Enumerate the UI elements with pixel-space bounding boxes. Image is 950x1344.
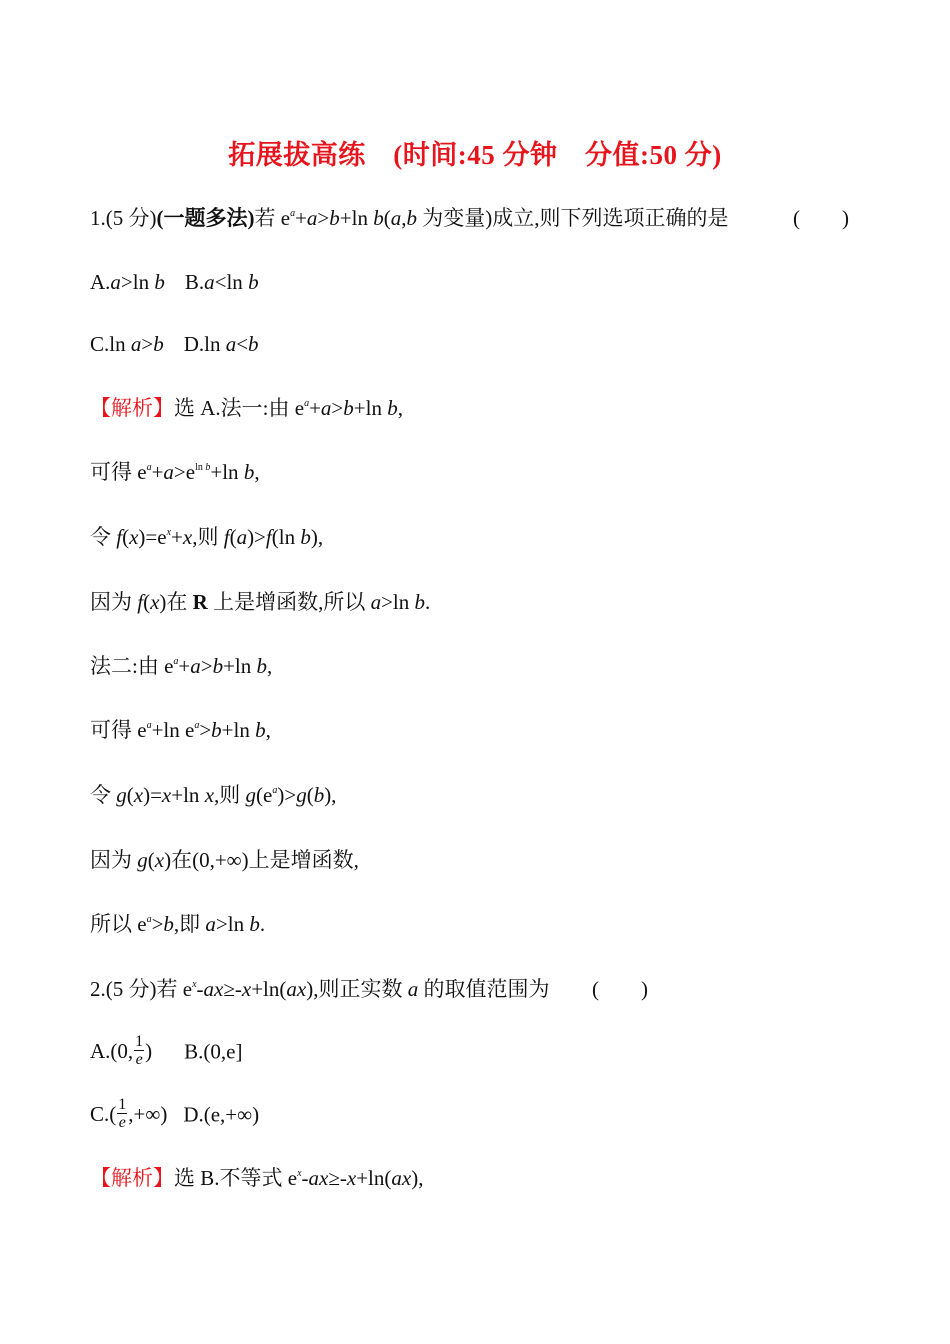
option-c: C.( $\frac{1}{e}$ ,+∞)	[90, 1096, 168, 1131]
question-2-options-row-1	[90, 1033, 243, 1071]
question-1-method-tag: (一题多法)	[156, 206, 255, 230]
option-c: C.ln a>b	[90, 332, 164, 356]
analysis-line-5: 法二:由 $e^a+a>b+\ln$ b,	[90, 654, 273, 678]
analysis-tag: 【解析】	[90, 396, 174, 420]
fraction-1-over-e: $\frac{1}{e}$	[118, 1096, 127, 1131]
fraction-1-over-e: $\frac{1}{e}$	[135, 1033, 144, 1068]
question-1-number: 1.(5 分)	[90, 206, 157, 230]
analysis-tag: 【解析】	[90, 1166, 174, 1190]
page-title: 拓展拔高练 (时间:45 分钟 分值:50 分)	[228, 140, 722, 170]
analysis-line-6: 可得 $e^a+\ln$ $e^a>b+\ln$ b,	[90, 718, 271, 742]
analysis-line-9: 所以 $e^a>b$,即 a>ln b.	[90, 912, 266, 936]
analysis-line-1: 【解析】选 A.法一:由 $e^a+a>b+\ln$ b,	[90, 396, 403, 420]
option-d: D.ln a<b	[183, 332, 259, 356]
question-2-answer-blank: ( )	[592, 977, 648, 1001]
question-1-stem: 1.(5 分)(一题多法)若 $e^a+a>b+\ln$ b(a,b 为变量)成立,则下列选项正确的是	[90, 206, 729, 230]
question-2-number: 2.(5 分)	[90, 977, 157, 1001]
question-2-options-row-2	[90, 1096, 260, 1134]
option-d: D.(e,+∞)	[183, 1102, 260, 1127]
analysis-line-3: 令 $f(x)=e^x+x$,则 f(a)>f(ln b),	[90, 525, 324, 549]
analysis-line-2: 可得 $e^a+a>e^{ln b}+\ln$ b,	[90, 460, 260, 484]
analysis-line-8: 因为 g(x)在(0,+∞)上是增函数,	[90, 848, 359, 872]
option-a: A.(0, $\frac{1}{e}$ )	[90, 1033, 153, 1068]
option-a: A.a>ln b	[90, 270, 165, 294]
question-2-stem: 2.(5 分)若 $e^x-ax\ge-x+\ln(ax)$,则正实数 a 的取值范围为	[90, 977, 550, 1001]
analysis-line-7: 令 g(x)=x+ln x,则 $g(e^a)>g(b)$,	[90, 783, 337, 807]
question-1-options-row-2	[90, 330, 259, 358]
question-1-options-row-1	[90, 268, 259, 296]
option-b: B.(0,e]	[184, 1039, 243, 1064]
analysis-line-4: 因为 f(x)在 R 上是增函数,所以 a>ln b.	[90, 590, 431, 614]
option-b: B.a<ln b	[184, 270, 259, 294]
question-2-analysis-line-1: 【解析】选 B.不等式 $e^x-ax\ge-x+\ln(ax)$,	[90, 1166, 424, 1190]
question-1-answer-blank: ( )	[793, 206, 849, 230]
